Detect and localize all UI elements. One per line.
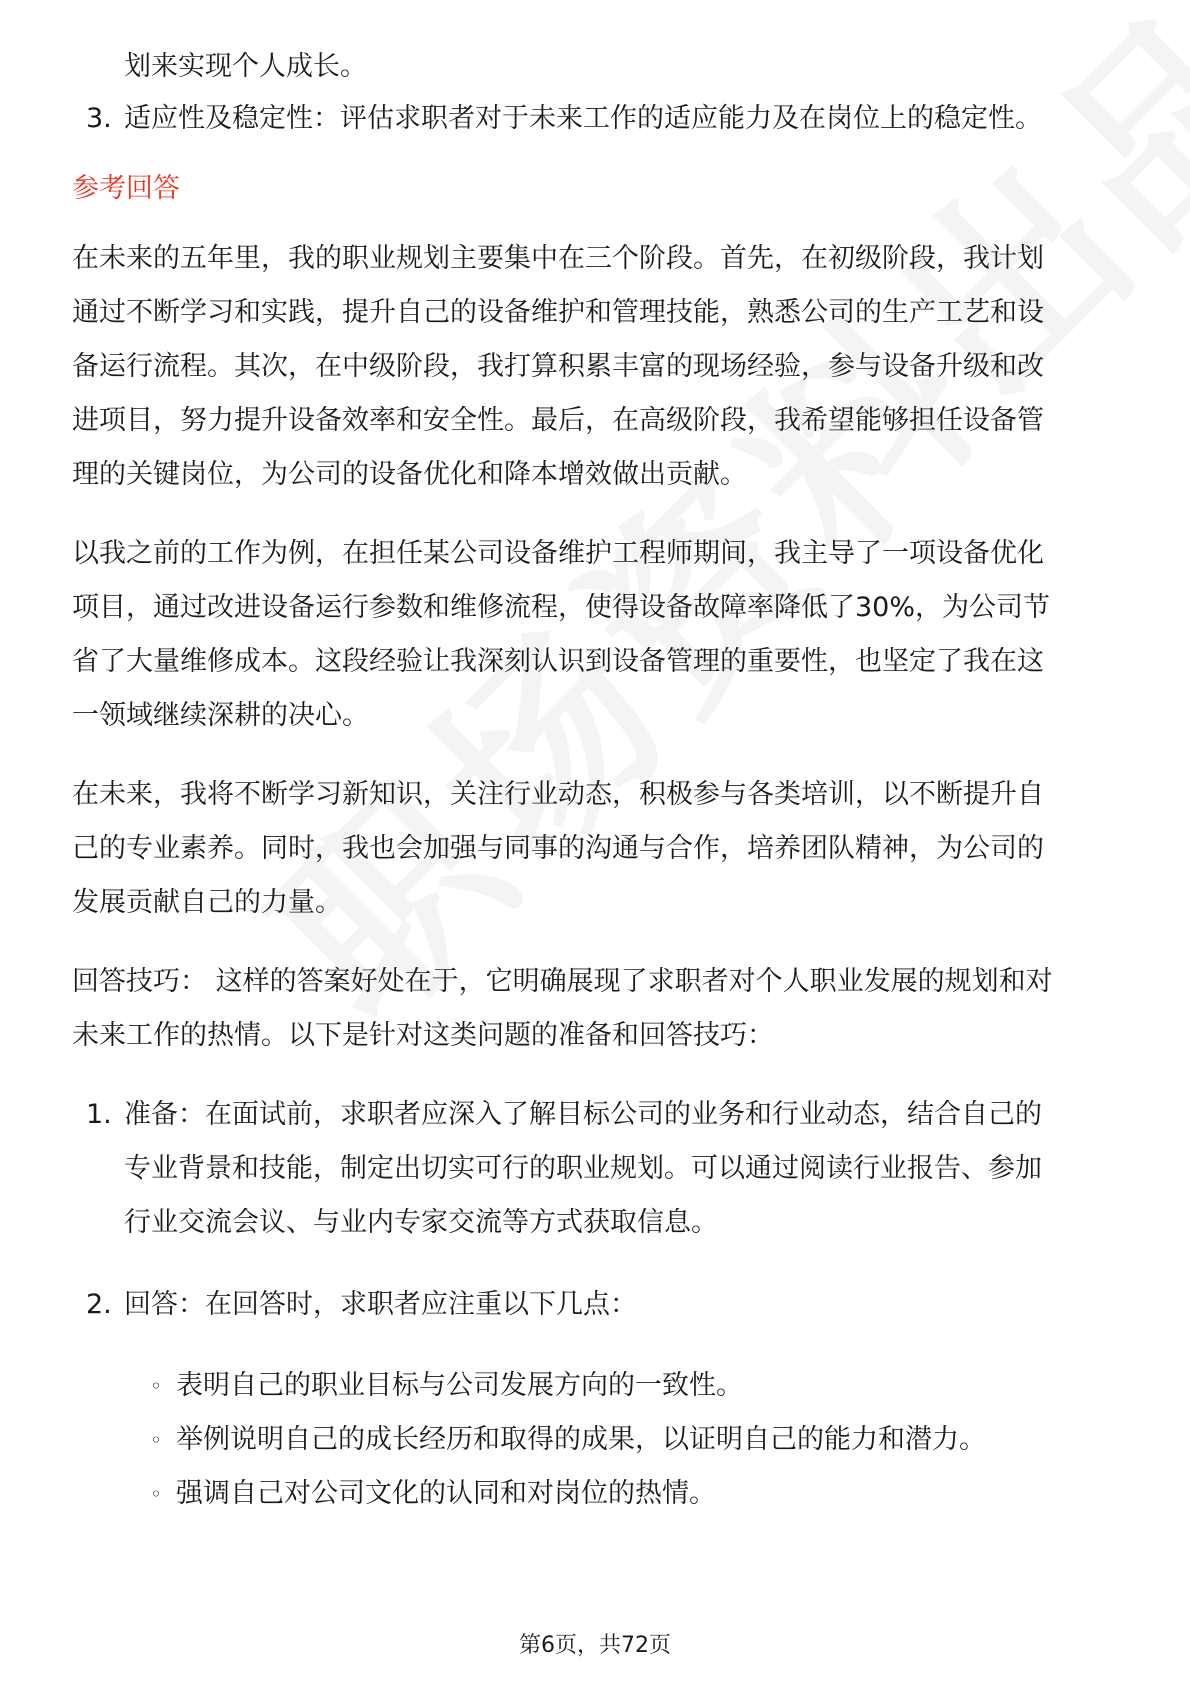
bullet-icon: ◦ — [150, 1482, 162, 1506]
paragraph-1-line: 通过不断学习和实践，提升自己的设备维护和管理技能，熟悉公司的生产工艺和设 — [72, 297, 1044, 328]
paragraph-2-line: 一领域继续深耕的决心。 — [72, 700, 369, 731]
list-item-2: 回答：在回答时，求职者应注重以下几点： — [124, 1289, 637, 1320]
answer-heading: 参考回答 — [72, 173, 180, 204]
list-number-3: 3. — [86, 103, 112, 134]
paragraph-3-line: 发展贡献自己的力量。 — [72, 887, 342, 918]
paragraph-1-line: 进项目，努力提升设备效率和安全性。最后，在高级阶段，我希望能够担任设备管 — [72, 405, 1044, 436]
bullet-icon: ◦ — [150, 1374, 162, 1398]
paragraph-2-line: 省了大量维修成本。这段经验让我深刻认识到设备管理的重要性，也坚定了我在这 — [72, 646, 1044, 677]
tips-line: 未来工作的热情。以下是针对这类问题的准备和回答技巧： — [72, 1020, 774, 1051]
sub-list-item: 强调自己对公司文化的认同和对岗位的热情。 — [176, 1478, 716, 1509]
paragraph-2-line: 项目，通过改进设备运行参数和维修流程，使得设备故障率降低了30%，为公司节 — [72, 592, 1051, 623]
paragraph-1-line: 在未来的五年里，我的职业规划主要集中在三个阶段。首先，在初级阶段，我计划 — [72, 243, 1044, 274]
list-number-2: 2. — [86, 1289, 112, 1320]
list-item-3: 适应性及稳定性：评估求职者对于未来工作的适应能力及在岗位上的稳定性。 — [124, 103, 1042, 134]
tips-line: 回答技巧： 这样的答案好处在于，它明确展现了求职者对个人职业发展的规划和对 — [72, 966, 1053, 997]
paragraph-2-line: 以我之前的工作为例，在担任某公司设备维护工程师期间，我主导了一项设备优化 — [72, 538, 1044, 569]
list-item-1-line: 专业背景和技能，制定出切实可行的职业规划。可以通过阅读行业报告、参加 — [124, 1153, 1042, 1184]
paragraph-3-line: 己的专业素养。同时，我也会加强与同事的沟通与合作，培养团队精神，为公司的 — [72, 833, 1044, 864]
paragraph-3-line: 在未来，我将不断学习新知识，关注行业动态，积极参与各类培训，以不断提升自 — [72, 779, 1044, 810]
continued-line: 划来实现个人成长。 — [124, 51, 367, 82]
bullet-icon: ◦ — [150, 1428, 162, 1452]
page-number: 第6页，共72页 — [519, 1633, 671, 1658]
list-item-1-line: 准备：在面试前，求职者应深入了解目标公司的业务和行业动态，结合自己的 — [124, 1099, 1042, 1130]
list-number-1: 1. — [86, 1099, 112, 1130]
sub-list-item: 举例说明自己的成长经历和取得的成果，以证明自己的能力和潜力。 — [176, 1424, 986, 1455]
paragraph-1-line: 备运行流程。其次，在中级阶段，我打算积累丰富的现场经验，参与设备升级和改 — [72, 351, 1044, 382]
list-item-1-line: 行业交流会议、与业内专家交流等方式获取信息。 — [124, 1207, 718, 1238]
sub-list-item: 表明自己的职业目标与公司发展方向的一致性。 — [176, 1370, 743, 1401]
paragraph-1-line: 理的关键岗位，为公司的设备优化和降本增效做出贡献。 — [72, 459, 747, 490]
